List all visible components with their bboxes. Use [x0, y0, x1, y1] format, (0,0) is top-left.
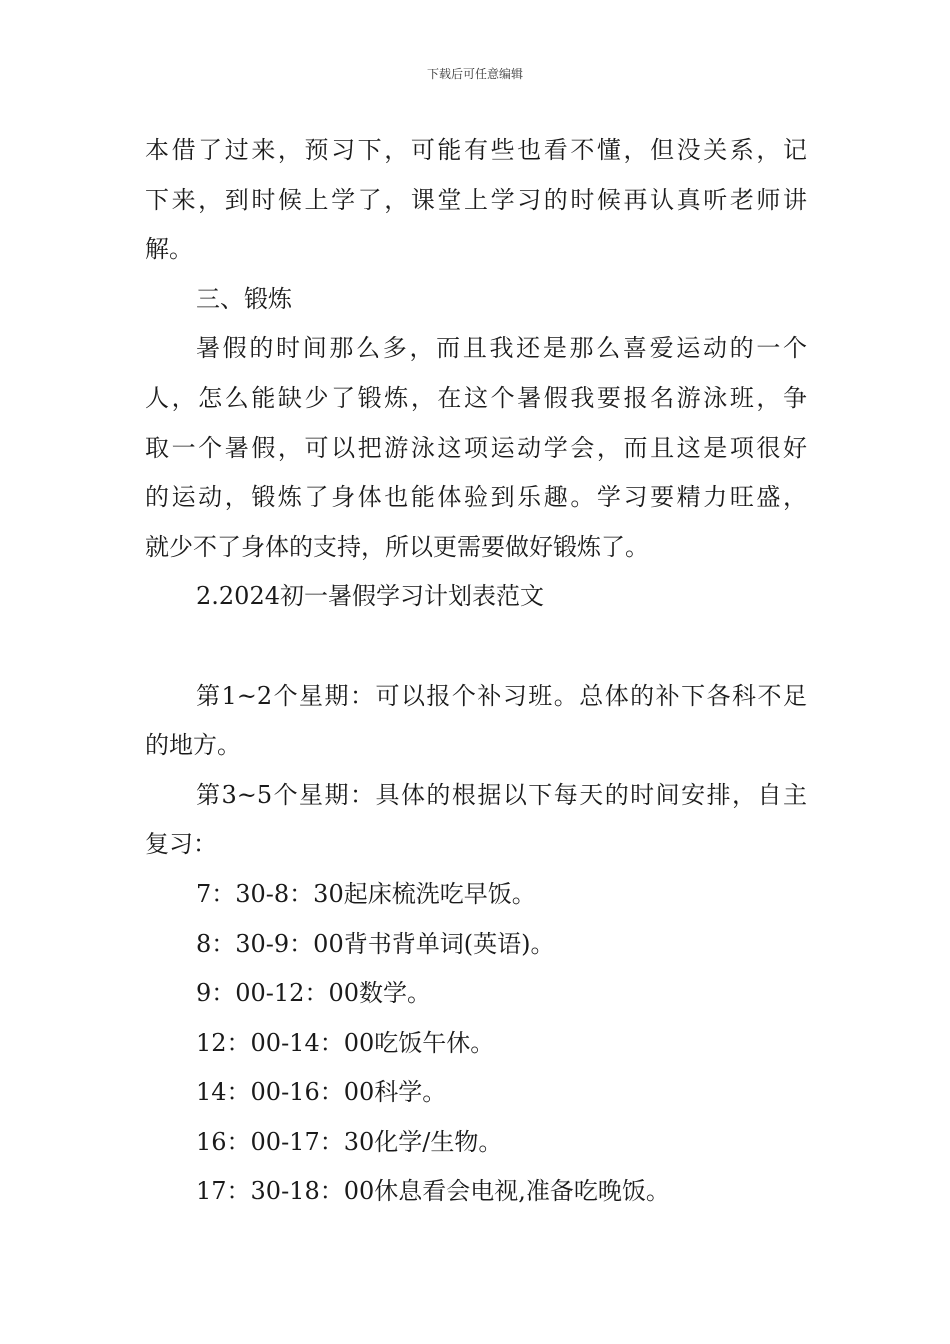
schedule-item: 17：30-18：00休息看会电视,准备吃晚饭。 [196, 1177, 670, 1206]
text-line: 暑假的时间那么多，而且我还是那么喜爱运动的一个 [196, 334, 807, 363]
text-line: 人，怎么能缺少了锻炼，在这个暑假我要报名游泳班，争 [145, 383, 807, 412]
page-header-note: 下载后可任意编辑 [426, 67, 523, 81]
schedule-item: 7：30-8：30起床梳洗吃早饭。 [196, 879, 536, 908]
schedule-item: 12：00-14：00吃饭午休。 [196, 1028, 495, 1057]
document-body [145, 126, 807, 1217]
text-line: 复习： [145, 830, 217, 859]
text-line: 第1~2个星期：可以报个补习班。总体的补下各科不足 [196, 681, 807, 710]
text-line: 下来，到时候上学了，课堂上学习的时候再认真听老师讲 [145, 185, 807, 214]
text-line: 解。 [145, 235, 193, 264]
schedule-item: 14：00-16：00科学。 [196, 1078, 447, 1107]
blank-line [145, 622, 807, 672]
text-line: 就少不了身体的支持，所以更需要做好锻炼了。 [145, 532, 649, 561]
schedule-item: 9：00-12：00数学。 [196, 979, 431, 1008]
text-line: 第3~5个星期：具体的根据以下每天的时间安排，自主 [196, 780, 807, 809]
schedule-item: 16：00-17：30化学/生物。 [196, 1127, 503, 1156]
text-line: 取一个暑假，可以把游泳这项运动学会，而且这是项很好 [145, 433, 807, 462]
section-heading: 2.2024初一暑假学习计划表范文 [196, 582, 544, 611]
section-heading: 三、锻炼 [196, 284, 292, 313]
schedule-item: 8：30-9：00背书背单词(英语)。 [196, 929, 555, 958]
text-line: 的地方。 [145, 731, 241, 760]
text-line: 本借了过来，预习下，可能有些也看不懂，但没关系，记 [145, 136, 807, 164]
text-line: 的运动，锻炼了身体也能体验到乐趣。学习要精力旺盛， [145, 483, 807, 512]
